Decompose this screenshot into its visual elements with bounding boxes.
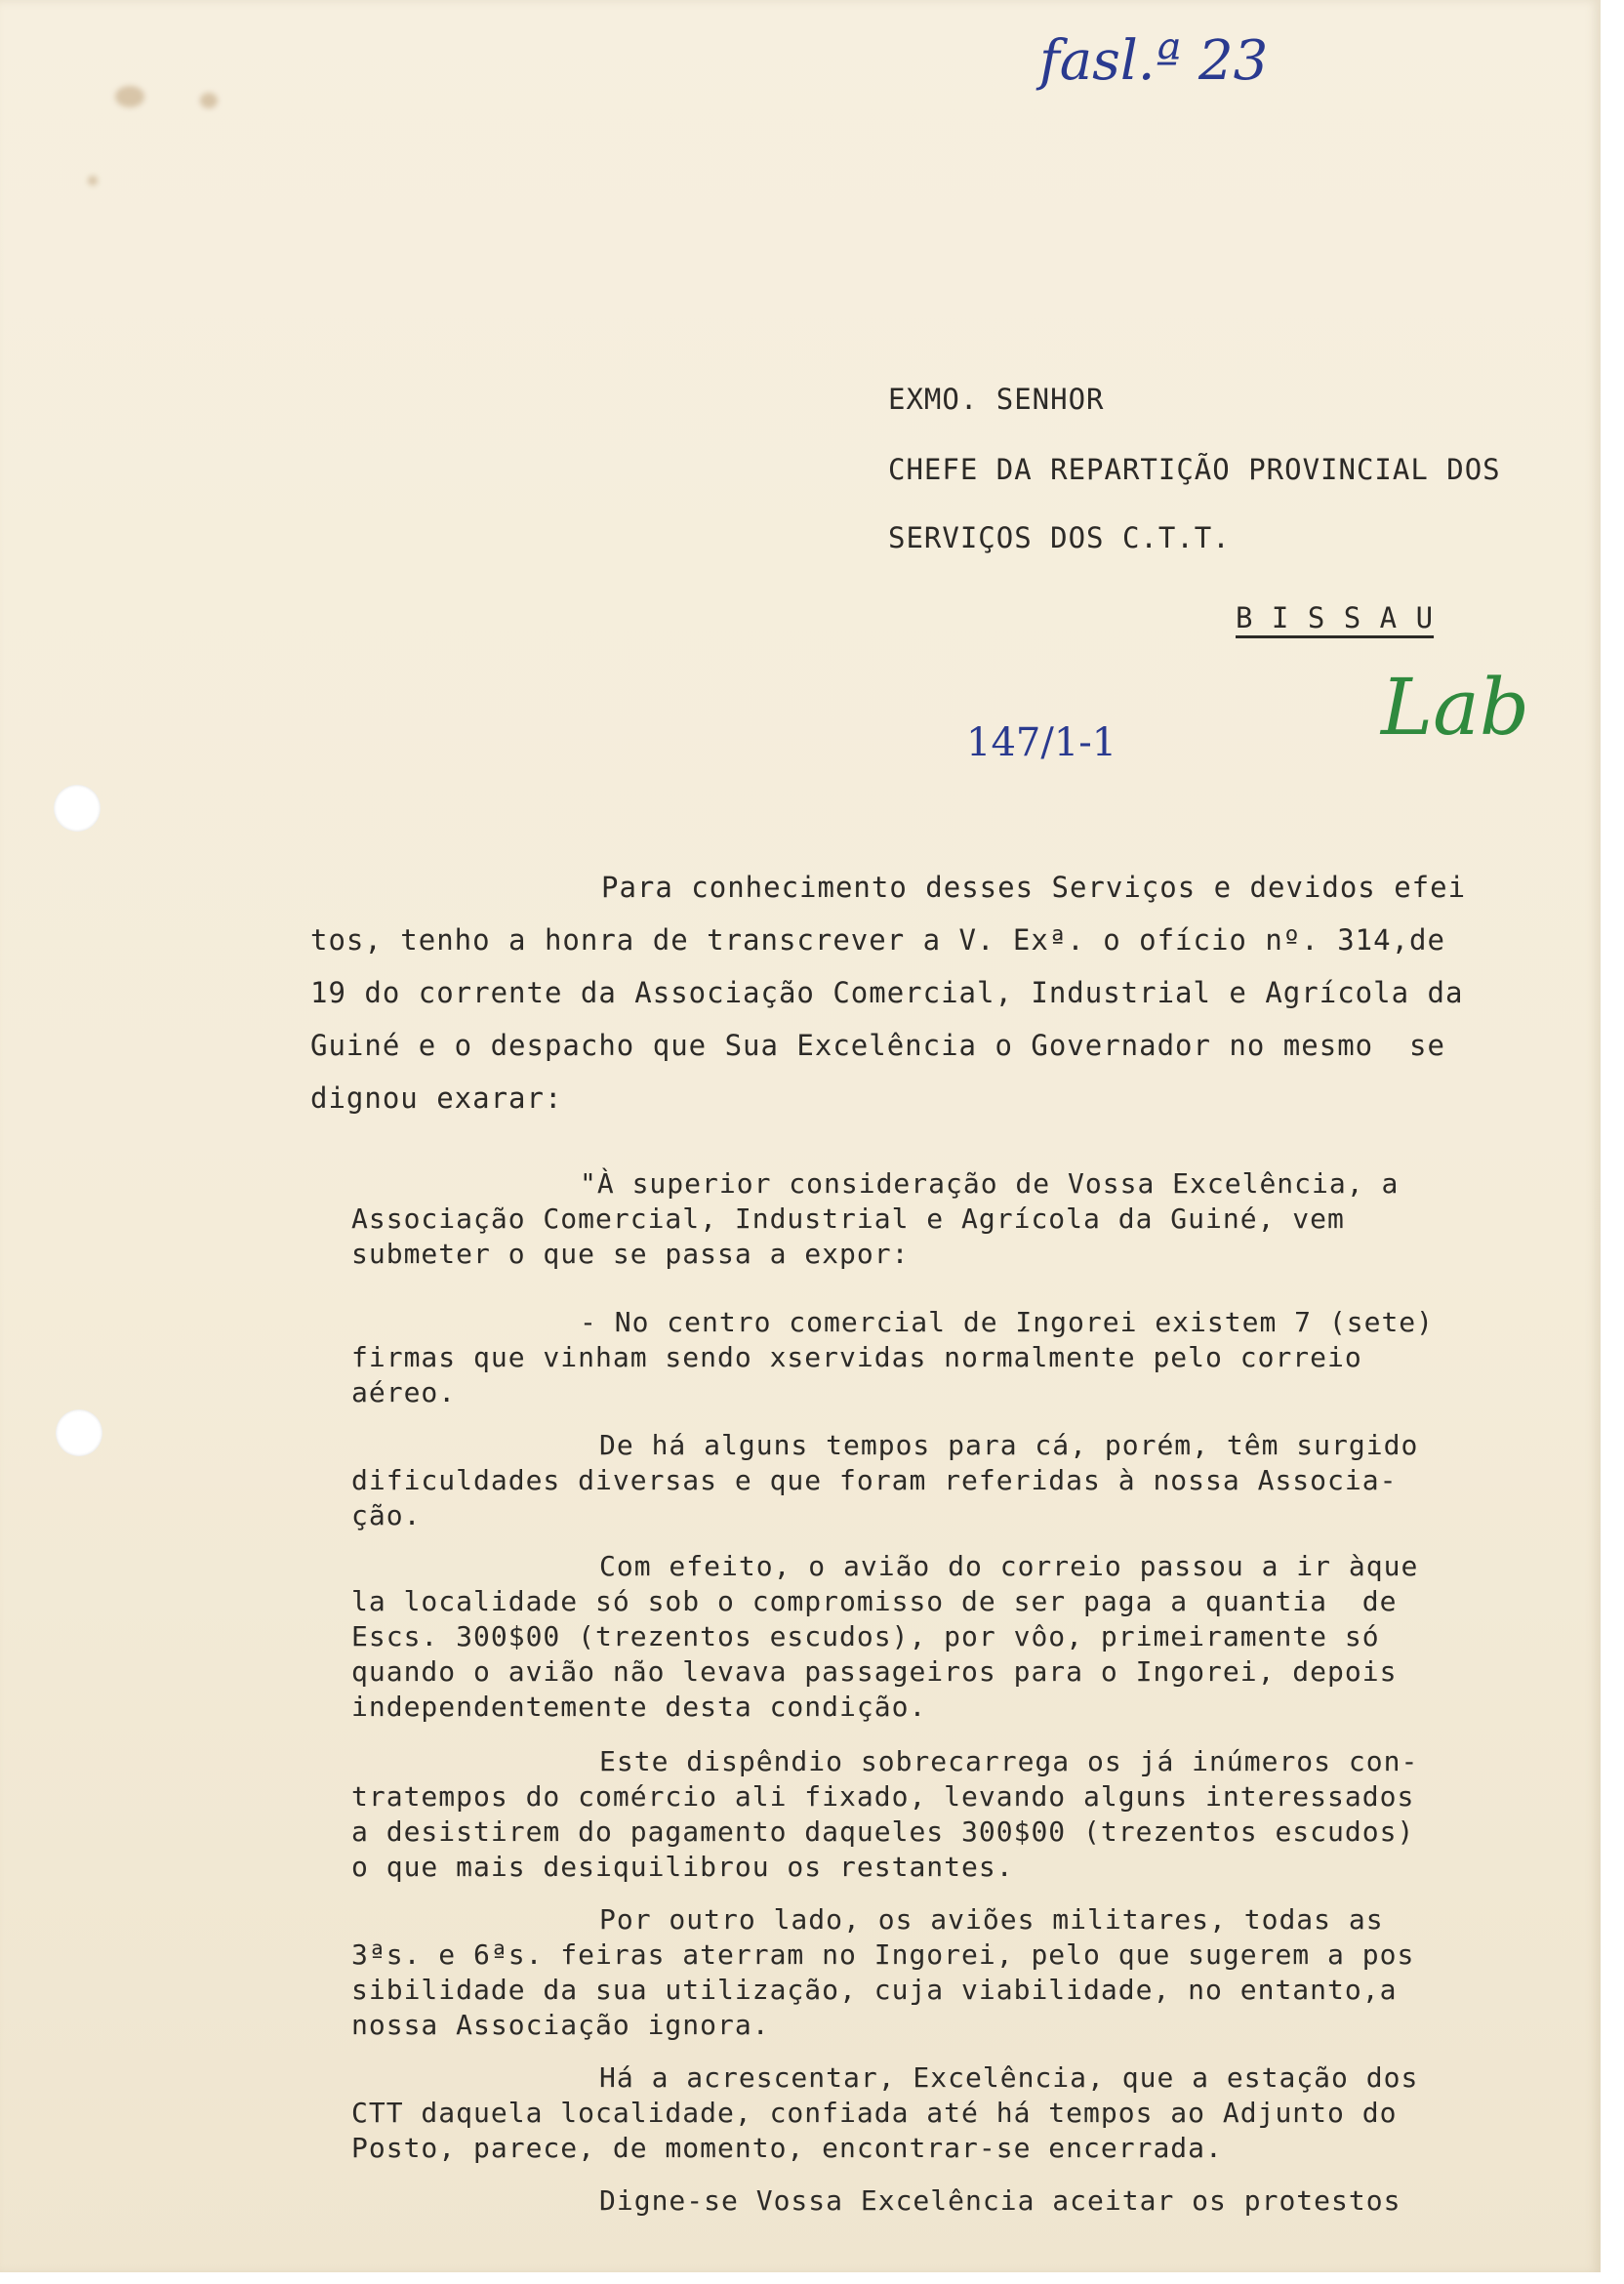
handwritten-page-mark: fasl.ª 23 — [1039, 29, 1269, 93]
transcript-line: nossa Associação ignora. — [351, 2009, 770, 2041]
addressee-city: B I S S A U — [1236, 601, 1435, 634]
punch-hole-lower — [56, 1409, 102, 1456]
transcript-line: firmas que vinham sendo xservidas normalmente pelo correio — [351, 1341, 1362, 1373]
transcript-line: - No centro comercial de Ingorei existem 7 (sete) — [580, 1306, 1435, 1338]
scan-border-right — [1601, 0, 1624, 2284]
paper-stain — [88, 176, 98, 185]
transcript-line: CTT daquela localidade, confiada até há tempos ao Adjunto do — [351, 2097, 1398, 2129]
transcript-line: quando o avião não levava passageiros para o Ingorei, depois — [351, 1655, 1398, 1688]
transcript-line: la localidade só sob o compromisso de ser paga a quantia de — [351, 1585, 1398, 1617]
handwritten-reference: 147/1-1 — [966, 720, 1117, 765]
intro-line: tos, tenho a honra de transcrever a V. Exª. o ofício nº. 314,de — [310, 923, 1445, 957]
transcript-line: a desistirem do pagamento daqueles 300$00 (trezentos escudos) — [351, 1815, 1415, 1848]
intro-line: Guiné e o despacho que Sua Excelência o Governador no mesmo se — [310, 1029, 1445, 1062]
transcript-line: 3ªs. e 6ªs. feiras aterram no Ingorei, pelo que sugerem a pos — [351, 1938, 1415, 1971]
transcript-line: dificuldades diversas e que foram referidas à nossa Associa- — [351, 1464, 1398, 1496]
transcript-line: Digne-se Vossa Excelência aceitar os protestos — [599, 2184, 1401, 2217]
transcript-line: "À superior consideração de Vossa Excelência, a — [580, 1167, 1400, 1200]
transcript-line: ção. — [351, 1499, 422, 1531]
transcript-line: tratempos do comércio ali fixado, levando alguns interessados — [351, 1780, 1415, 1813]
punch-hole-upper — [54, 785, 101, 832]
paper-stain — [200, 93, 218, 108]
transcript-line: o que mais desiquilibrou os restantes. — [351, 1851, 1014, 1883]
transcript-line: Por outro lado, os aviões militares, todas as — [599, 1903, 1384, 1936]
addressee-line-3: SERVIÇOS DOS C.T.T. — [888, 521, 1231, 554]
handwritten-initials: Lab — [1381, 662, 1530, 753]
transcript-line: Este dispêndio sobrecarrega os já inúmeros con- — [599, 1745, 1419, 1777]
transcript-line: Há a acrescentar, Excelência, que a estação dos — [599, 2061, 1419, 2094]
scan-border-bottom — [0, 2272, 1624, 2284]
transcript-line: Associação Comercial, Industrial e Agrícola da Guiné, vem — [351, 1203, 1345, 1235]
intro-line: Para conhecimento desses Serviços e devidos efei — [601, 871, 1467, 904]
transcript-line: Com efeito, o avião do correio passou a ir àque — [599, 1550, 1419, 1582]
transcript-line: De há alguns tempos para cá, porém, têm surgido — [599, 1429, 1419, 1461]
transcript-line: submeter o que se passa a expor: — [351, 1238, 910, 1270]
transcript-line: aéreo. — [351, 1376, 457, 1408]
addressee-line-2: CHEFE DA REPARTIÇÃO PROVINCIAL DOS — [888, 453, 1501, 486]
paper-stain — [115, 86, 144, 107]
transcript-line: sibilidade da sua utilização, cuja viabilidade, no entanto,a — [351, 1974, 1398, 2006]
intro-line: 19 do corrente da Associação Comercial, Industrial e Agrícola da — [310, 976, 1464, 1009]
addressee-line-1: EXMO. SENHOR — [888, 383, 1105, 416]
intro-line: dignou exarar: — [310, 1081, 563, 1115]
transcript-line: Posto, parece, de momento, encontrar-se encerrada. — [351, 2132, 1223, 2164]
transcript-line: independentemente desta condição. — [351, 1691, 927, 1723]
transcript-line: Escs. 300$00 (trezentos escudos), por vôo, primeiramente só — [351, 1620, 1380, 1652]
